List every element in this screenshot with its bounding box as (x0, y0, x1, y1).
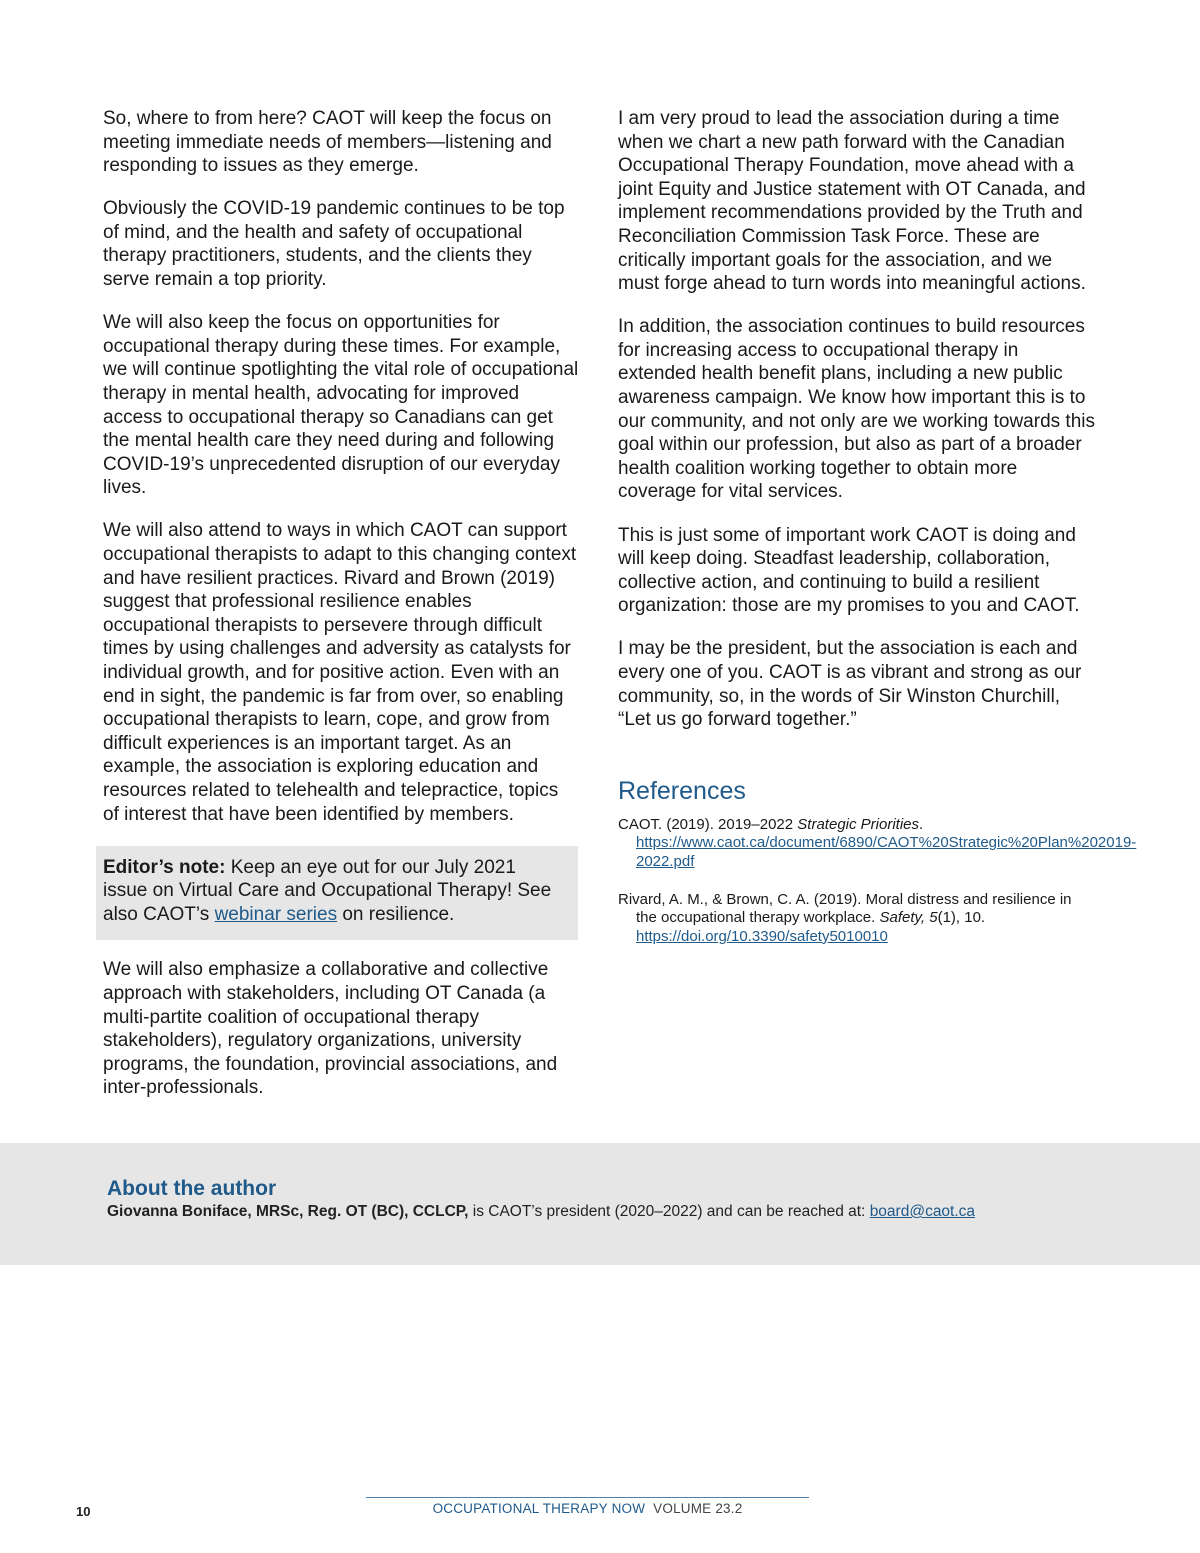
body-paragraph: Obviously the COVID-19 pandemic continues to be top of mind, and the health and safety of occupational therapy practitioners, students, and the clients they serve remain a top priority. (103, 198, 565, 291)
left-column (103, 107, 579, 1119)
author-name: Giovanna Boniface, MRSc, Reg. OT (BC), CCLCP, (107, 1203, 469, 1220)
body-paragraph: This is just some of important work CAOT is doing and will keep doing. Steadfast leadership, collaboration, collective action, and continuing to build a resilient organization: those are my promises to you and CAOT. (618, 524, 1080, 617)
reference-item: CAOT. (2019). 2019–2022 Strategic Priorities. https://www.caot.ca/document/6890/CAOT%20Strategic%20Plan%202019-2022.pdf (618, 815, 1137, 870)
editors-note-text: Editor’s note: Keep an eye out for our July 2021 issue on Virtual Care and Occupational Therapy! See also CAOT’s webinar series on resilience. (103, 856, 552, 925)
body-paragraph: We will also keep the focus on opportunities for occupational therapy during these times. For example, we will continue spotlighting the vital role of occupational therapy in mental health, advocating for improved access to occupational therapy so Canadians can get the mental health care they need during and following COVID-19’s unprecedented disruption of our everyday lives. (103, 312, 579, 499)
webinar-series-link[interactable]: webinar series (214, 903, 338, 925)
about-author-band (0, 1143, 1200, 1265)
references-heading: References (618, 776, 746, 805)
body-paragraph: In addition, the association continues to build resources for increasing access to occupational therapy in extended health benefit plans, including a new public awareness campaign. We know how important this is to our community, and not only are we working towards this goal within our profession, but also as part of a broader health coalition working together to obtain more coverage for vital services. (618, 316, 1095, 503)
reference-link[interactable]: https://www.caot.ca/document/6890/CAOT%20Strategic%20Plan%202019-2022.pdf (636, 834, 1137, 870)
body-paragraph: I am very proud to lead the association during a time when we chart a new path forward with the Canadian Occupational Therapy Foundation, move ahead with a joint Equity and Justice statement with OT Canada, and implement recommendations provided by the Truth and Reconciliation Commission Task Force. These are critically important goals for the association, and we must forge ahead to turn words into meaningful actions. (618, 108, 1086, 295)
right-column (618, 107, 1137, 966)
about-author-text: Giovanna Boniface, MRSc, Reg. OT (BC), CCLCP, is CAOT’s president (2020–2022) and can be reached at: board@caot.ca (107, 1203, 976, 1220)
editors-note-box (96, 846, 578, 941)
body-paragraph: I may be the president, but the association is each and every one of you. CAOT is as vibrant and strong as our community, so, in the words of Sir Winston Churchill, “Let us go forward together.” (618, 638, 1082, 731)
footer-volume: VOLUME 23.2 (653, 1501, 743, 1516)
body-paragraph: We will also emphasize a collaborative and collective approach with stakeholders, including OT Canada (a multi-partite coalition of occupational therapy stakeholders), regulatory organizations, university programs, the foundation, provincial associations, and inter-professionals. (103, 959, 558, 1099)
page-number: 10 (76, 1504, 91, 1519)
author-email-link[interactable]: board@caot.ca (869, 1203, 976, 1220)
body-paragraph: We will also attend to ways in which CAOT can support occupational therapists to adapt to this changing context and have resilient practices. Rivard and Brown (2019) suggest that professional resilience enables occupational therapists to persevere through difficult times by using challenges and adversity as catalysts for individual growth, and for positive action. Even with an end in sight, the pandemic is far from over, so enabling occupational therapists to learn, cope, and grow from difficult experiences is an important target. As an example, the association is exploring education and resources related to telehealth and telepractice, topics of interest that have been identified by members. (103, 520, 577, 825)
editors-note-label: Editor’s note: (103, 856, 226, 878)
about-author-title: About the author (107, 1177, 277, 1200)
reference-item: Rivard, A. M., & Brown, C. A. (2019). Moral distress and resilience in the occupational therapy workplace. Safety, 5(1), 10. https://doi.org/10.3390/safety5010010 (618, 890, 1072, 945)
footer-publication: OCCUPATIONAL THERAPY NOW VOLUME 23.2 (432, 1501, 743, 1516)
reference-link[interactable]: https://doi.org/10.3390/safety5010010 (636, 927, 888, 945)
footer-rule (366, 1497, 809, 1498)
body-paragraph: So, where to from here? CAOT will keep the focus on meeting immediate needs of members—listening and responding to issues as they emerge. (103, 108, 552, 177)
